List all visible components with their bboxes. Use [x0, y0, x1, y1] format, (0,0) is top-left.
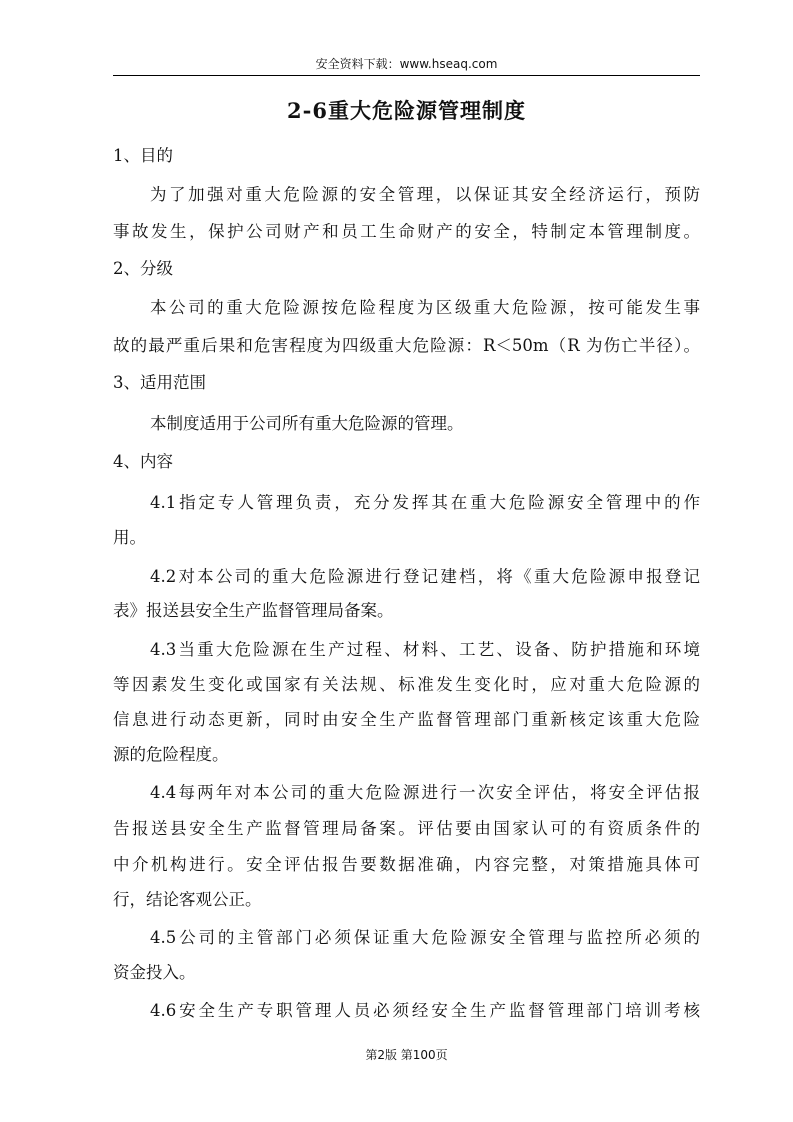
- section-heading-purpose: 1、目的: [113, 146, 173, 165]
- header-divider: [113, 75, 700, 76]
- paragraph-line: 本制度适用于公司所有重大危险源的管理。: [150, 414, 464, 433]
- list-item-line: 告报送县安全生产监督管理局备案。评估要由国家认可的有资质条件的: [113, 819, 700, 838]
- paragraph-line: 本公司的重大危险源按危险程度为区级重大危险源，按可能发生事: [150, 298, 700, 317]
- list-item-line: 等因素发生变化或国家有关法规、标准发生变化时，应对重大危险源的: [113, 675, 700, 694]
- list-item-line: 表》报送县安全生产监督管理局备案。: [113, 601, 394, 620]
- section-heading-classification: 2、分级: [113, 259, 173, 278]
- list-item-line: 4.5公司的主管部门必须保证重大危险源安全管理与监控所必须的: [150, 928, 700, 947]
- paragraph-line: 为了加强对重大危险源的安全管理，以保证其安全经济运行，预防: [150, 185, 700, 204]
- list-item-line: 中介机构进行。安全评估报告要数据准确，内容完整，对策措施具体可: [113, 855, 700, 874]
- section-heading-content: 4、内容: [113, 452, 173, 471]
- list-item-line: 行，结论客观公正。: [113, 890, 262, 909]
- page-footer: 第2版 第100页: [365, 1048, 448, 1062]
- list-item-line: 源的危险程度。: [113, 745, 229, 764]
- list-item-line: 用。: [113, 528, 146, 547]
- section-heading-scope: 3、适用范围: [113, 373, 206, 392]
- list-item-line: 资金投入。: [113, 963, 196, 982]
- document-title: 2-6重大危险源管理制度: [287, 98, 526, 123]
- list-item-line: 4.4每两年对本公司的重大危险源进行一次安全评估，将安全评估报: [150, 783, 700, 802]
- list-item-line: 4.2对本公司的重大危险源进行登记建档，将《重大危险源申报登记: [150, 567, 700, 586]
- paragraph-line: 故的最严重后果和危害程度为四级重大危险源：R＜50m（R 为伤亡半径）。: [113, 336, 700, 355]
- list-item-line: 信息进行动态更新，同时由安全生产监督管理部门重新核定该重大危险: [113, 710, 700, 729]
- list-item-line: 4.6安全生产专职管理人员必须经安全生产监督管理部门培训考核: [150, 1001, 700, 1020]
- page-header: 安全资料下载：www.hseaq.com: [315, 57, 498, 71]
- paragraph-line: 事故发生，保护公司财产和员工生命财产的安全，特制定本管理制度。: [113, 222, 700, 241]
- list-item-line: 4.1指定专人管理负责，充分发挥其在重大危险源安全管理中的作: [150, 493, 700, 512]
- list-item-line: 4.3当重大危险源在生产过程、材料、工艺、设备、防护措施和环境: [150, 640, 700, 659]
